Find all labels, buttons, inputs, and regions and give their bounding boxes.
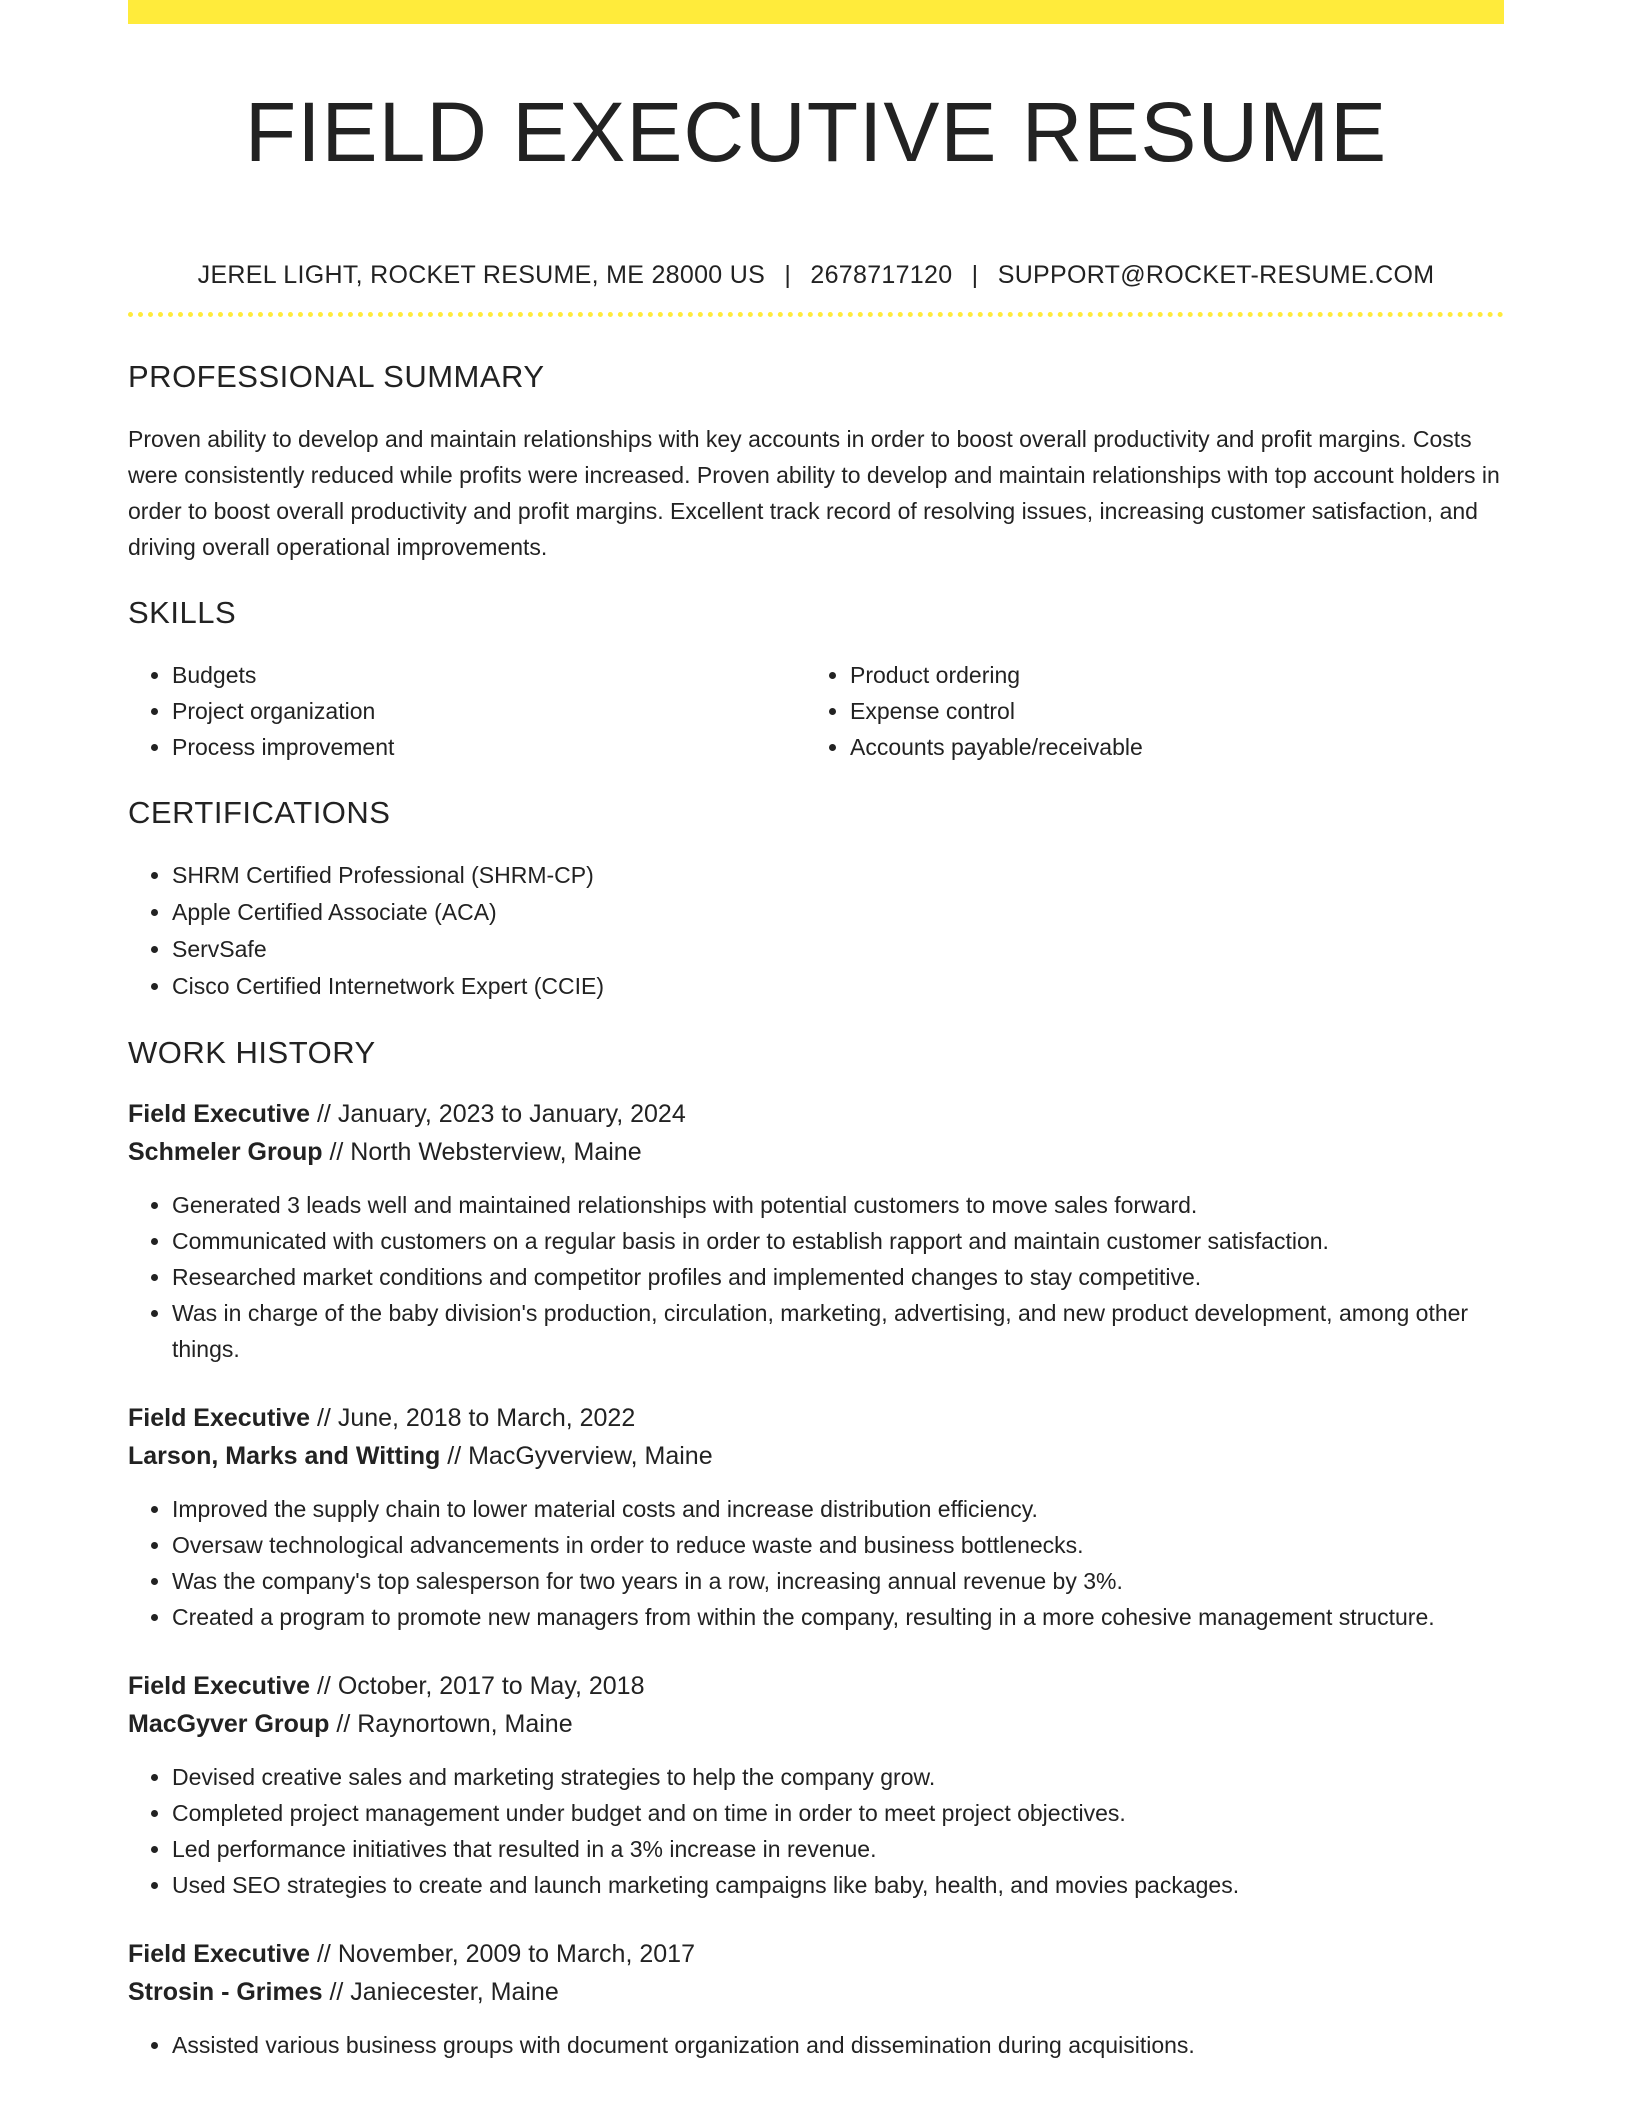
- job-company-line: [128, 1437, 1504, 1475]
- job-bullet: • Researched market conditions and competitor profiles and implemented changes to stay competitive.: [172, 1259, 1504, 1295]
- job-company: Larson, Marks and Witting: [128, 1442, 441, 1470]
- job-bullet: • Devised creative sales and marketing strategies to help the company grow.: [172, 1759, 1504, 1795]
- skill-item: • Product ordering: [850, 657, 1484, 693]
- job-entry: [128, 1095, 1504, 1367]
- job-bullets: [128, 1187, 1504, 1367]
- job-bullet: • Completed project management under budget and on time in order to meet project objectives.: [172, 1795, 1504, 1831]
- contact-address: JEREL LIGHT, ROCKET RESUME, ME 28000 US: [197, 261, 766, 289]
- job-title: Field Executive: [128, 1404, 311, 1432]
- job-company-line: [128, 1133, 1504, 1171]
- job-company-line: [128, 1973, 1504, 2011]
- skill-item: • Expense control: [850, 693, 1484, 729]
- certification-item: • Apple Certified Associate (ACA): [172, 894, 1504, 931]
- job-location: // MacGyverview, Maine: [440, 1442, 713, 1470]
- contact-email: SUPPORT@ROCKET-RESUME.COM: [997, 261, 1435, 289]
- job-bullet: • Was in charge of the baby division's production, circulation, marketing, advertising, and new product development, among other things.: [172, 1295, 1504, 1367]
- job-bullet: • Led performance initiatives that resulted in a 3% increase in revenue.: [172, 1831, 1504, 1867]
- skill-item: • Accounts payable/receivable: [850, 729, 1484, 765]
- job-bullets: [128, 2027, 1504, 2063]
- job-bullet: • Assisted various business groups with document organization and dissemination during acquisitions.: [172, 2027, 1504, 2063]
- job-bullet: • Oversaw technological advancements in order to reduce waste and business bottlenecks.: [172, 1527, 1504, 1563]
- contact-phone: 2678717120: [810, 261, 953, 289]
- job-title-line: [128, 1095, 1504, 1133]
- certification-item: • Cisco Certified Internetwork Expert (CCIE): [172, 968, 1504, 1005]
- job-company: Strosin - Grimes: [128, 1978, 323, 2006]
- job-title: Field Executive: [128, 1100, 311, 1128]
- job-entry: [128, 1935, 1504, 2063]
- skills-column-right: [806, 657, 1484, 765]
- job-bullet: • Used SEO strategies to create and launch marketing campaigns like baby, health, and movies packages.: [172, 1867, 1504, 1903]
- top-accent-bar: [128, 0, 1504, 24]
- job-bullet: • Created a program to promote new managers from within the company, resulting in a more cohesive management structure.: [172, 1599, 1504, 1635]
- job-title-line: [128, 1399, 1504, 1437]
- summary-heading: PROFESSIONAL SUMMARY: [128, 359, 545, 394]
- job-bullets: [128, 1759, 1504, 1903]
- job-bullet: • Improved the supply chain to lower material costs and increase distribution efficiency.: [172, 1491, 1504, 1527]
- job-entry: [128, 1399, 1504, 1635]
- job-bullets: [128, 1491, 1504, 1635]
- job-bullet: • Communicated with customers on a regular basis in order to establish rapport and maintain customer satisfaction.: [172, 1223, 1504, 1259]
- certifications-list: [128, 857, 1504, 1005]
- job-bullet: • Generated 3 leads well and maintained relationships with potential customers to move sales forward.: [172, 1187, 1504, 1223]
- job-dates: // October, 2017 to May, 2018: [310, 1672, 645, 1700]
- skill-item: • Process improvement: [172, 729, 806, 765]
- contact-line: [128, 258, 1504, 292]
- contact-separator: |: [784, 261, 792, 289]
- job-dates: // January, 2023 to January, 2024: [310, 1100, 686, 1128]
- resume-content: [128, 24, 1504, 2063]
- skill-item: • Budgets: [172, 657, 806, 693]
- job-dates: // June, 2018 to March, 2022: [310, 1404, 636, 1432]
- resume-title: FIELD EXECUTIVE RESUME: [244, 85, 1388, 179]
- job-company-line: [128, 1705, 1504, 1743]
- summary-text: Proven ability to develop and maintain relationships with key accounts in order to boost overall productivity and profit margins. Costs were consistently reduced while profits were increased. Proven ability to develop and maintain relationships with top account holders in order to boost overall productivity and profit margins. Excellent track record of resolving issues, increasing customer satisfaction, and driving overall operational improvements.: [128, 426, 1500, 560]
- job-title-line: [128, 1667, 1504, 1705]
- certifications-heading: CERTIFICATIONS: [128, 795, 391, 830]
- job-dates: // November, 2009 to March, 2017: [310, 1940, 695, 1968]
- skills-grid: [128, 657, 1504, 765]
- job-entry: [128, 1667, 1504, 1903]
- skills-column-left: [128, 657, 806, 765]
- job-location: // Janiecester, Maine: [322, 1978, 559, 2006]
- skill-item: • Project organization: [172, 693, 806, 729]
- job-title: Field Executive: [128, 1940, 311, 1968]
- contact-separator: |: [971, 261, 979, 289]
- job-location: // Raynortown, Maine: [329, 1710, 573, 1738]
- work-history-heading: WORK HISTORY: [128, 1035, 376, 1070]
- skills-list-left: [128, 657, 806, 765]
- certification-item: • SHRM Certified Professional (SHRM-CP): [172, 857, 1504, 894]
- job-location: // North Websterview, Maine: [322, 1138, 642, 1166]
- skills-list-right: [806, 657, 1484, 765]
- job-title: Field Executive: [128, 1672, 311, 1700]
- job-company: MacGyver Group: [128, 1710, 330, 1738]
- job-company: Schmeler Group: [128, 1138, 323, 1166]
- skills-heading: SKILLS: [128, 595, 237, 630]
- header-divider: [128, 312, 1504, 317]
- job-bullet: • Was the company's top salesperson for two years in a row, increasing annual revenue by 3%.: [172, 1563, 1504, 1599]
- certification-item: • ServSafe: [172, 931, 1504, 968]
- job-title-line: [128, 1935, 1504, 1973]
